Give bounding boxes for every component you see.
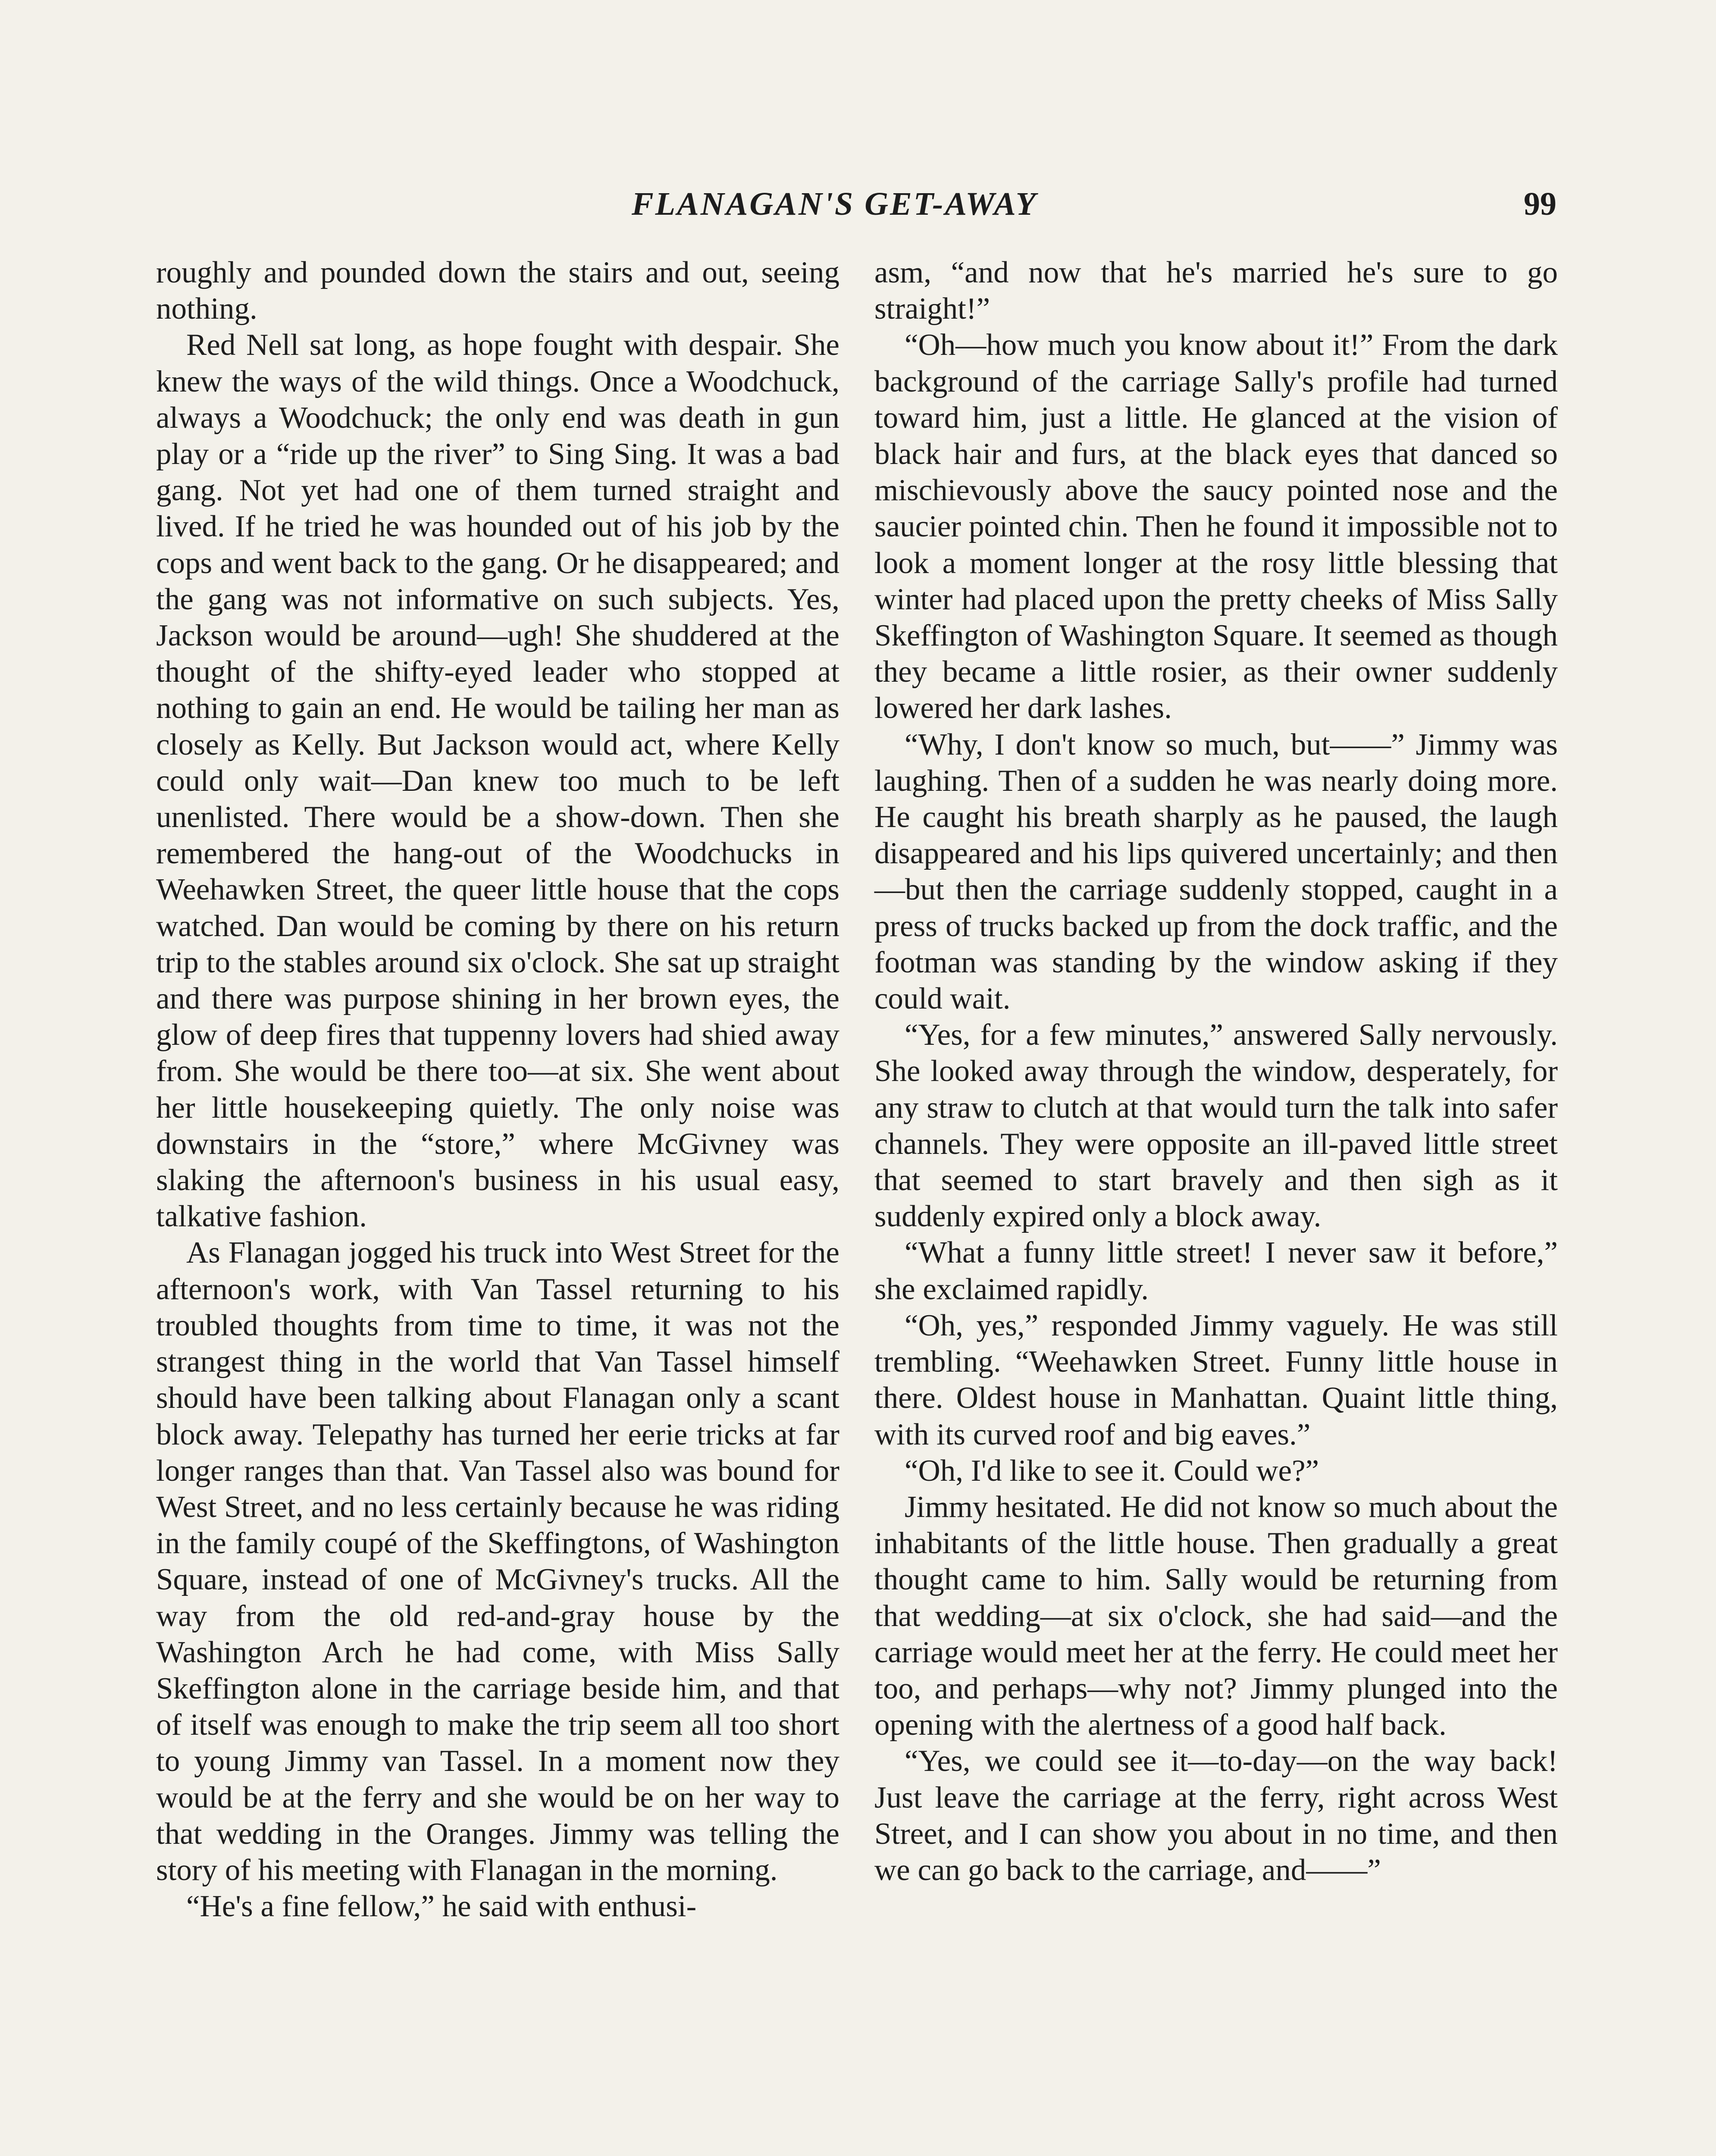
page-header — [157, 185, 1556, 237]
paragraph: “Oh—how much you know about it!” From the dark background of the carriage Sally's profile had turned toward him, just a little. He glanced at the vision of black hair and furs, at the black eyes that danced so mischievously above the saucy pointed nose and the saucier pointed chin. Then he found it impossible not to look a moment longer at the rosy little blessing that winter had placed upon the pretty cheeks of Miss Sally Skeffington of Washington Square. It seemed as though they became a little rosier, as their owner suddenly lowered her dark lashes. — [874, 328, 1558, 725]
paragraph: Red Nell sat long, as hope fought with despair. She knew the ways of the wild things. Once a Woodchuck, always a Woodchuck; the only end was death in gun play or a “ride up the river” to Sing Sing. It was a bad gang. Not yet had one of them turned straight and lived. If he tried he was hounded out of his job by the cops and went back to the gang. Or he disappeared; and the gang was not informative on such subjects. Yes, Jackson would be around—ugh! She shuddered at the thought of the shifty-eyed leader who stopped at nothing to gain an end. He would be tailing her man as closely as Kelly. But Jackson would act, where Kelly could only wait—Dan knew too much to be left unenlisted. There would be a show-down. Then she remembered the hang-out of the Woodchucks in Weehawken Street, the queer little house that the cops watched. Dan would be coming by there on his return trip to the stables around six o'clock. She sat up straight and there was purpose shining in her brown eyes, the glow of deep fires that tuppenny lovers had shied away from. She would be there too—at six. She went about her little housekeeping quietly. The only noise was downstairs in the “store,” where McGivney was slaking the afternoon's business in his usual easy, talkative fashion. — [156, 328, 839, 1234]
paragraph: asm, “and now that he's married he's sure to go straight!” — [874, 256, 1558, 326]
paragraph: “Oh, yes,” responded Jimmy vaguely. He was still trembling. “Weehawken Street. Funny little house in there. Oldest house in Manhattan. Quaint little thing, with its curved roof and big eaves.” — [874, 1308, 1558, 1451]
paragraph: “Yes, we could see it—to-day—on the way back! Just leave the carriage at the ferry, right across West Street, and I can show you about in no time, and then we can go back to the carriage, and——” — [874, 1744, 1558, 1887]
paragraph: “Why, I don't know so much, but——” Jimmy was laughing. Then of a sudden he was nearly doing more. He caught his breath sharply as he paused, the laugh disappeared and his lips quivered uncertainly; and then—but then the carriage suddenly stopped, caught in a press of trucks backed up from the dock traffic, and the footman was standing by the window asking if they could wait. — [874, 727, 1558, 1016]
paragraph: “What a funny little street! I never saw it before,” she exclaimed rapidly. — [874, 1236, 1558, 1306]
paragraph: roughly and pounded down the stairs and out, seeing nothing. — [156, 256, 839, 326]
running-title: FLANAGAN'S GET-AWAY — [632, 186, 1038, 222]
paragraph: As Flanagan jogged his truck into West Street for the afternoon's work, with Van Tassel returning to his troubled thoughts from time to time, it was not the strangest thing in the world that Van Tassel himself should have been talking about Flanagan only a scant block away. Telepathy has turned her eerie tricks at far longer ranges than that. Van Tassel also was bound for West Street, and no less certainly because he was riding in the family coupé of the Skeffingtons, of Washington Square, instead of one of McGivney's trucks. All the way from the old red-and-gray house by the Washington Arch he had come, with Miss Sally Skeffington alone in the carriage beside him, and that of itself was enough to make the trip seem all too short to young Jimmy van Tassel. In a moment now they would be at the ferry and she would be on her way to that wedding in the Oranges. Jimmy was telling the story of his meeting with Flanagan in the morning. — [156, 1236, 839, 1887]
paragraph: “He's a fine fellow,” he said with enthusi- — [186, 1890, 697, 1924]
right-column — [874, 254, 1558, 1888]
left-column — [156, 254, 839, 1924]
page-number: 99 — [1524, 186, 1556, 222]
paragraph: “Yes, for a few minutes,” answered Sally nervously. She looked away through the window, desperately, for any straw to clutch at that would turn the talk into safer channels. They were opposite an ill-paved little street that seemed to start bravely and then sigh as it suddenly expired only a block away. — [874, 1018, 1558, 1234]
paragraph: “Oh, I'd like to see it. Could we?” — [905, 1454, 1319, 1488]
paragraph: Jimmy hesitated. He did not know so much about the inhabitants of the little house. Then gradually a great thought came to him. Sally would be returning from that wedding—at six o'clock, she had said—and the carriage would meet her at the ferry. He could meet her too, and perhaps—why not? Jimmy plunged into the opening with the alertness of a good half back. — [874, 1490, 1558, 1742]
